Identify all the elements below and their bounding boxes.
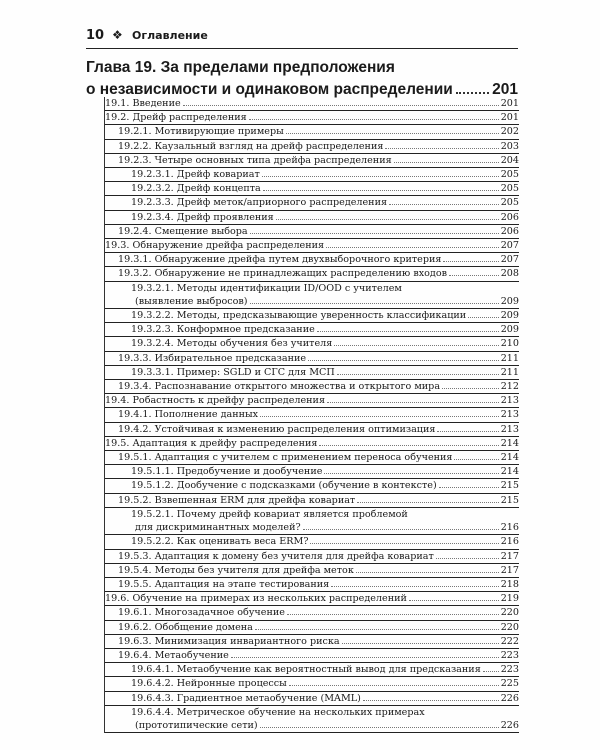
toc-entry [105, 182, 519, 196]
toc-entry-page: 211 [500, 352, 519, 364]
leader-dots [289, 685, 499, 686]
toc-entry [105, 649, 519, 663]
toc-entry-page: 214 [500, 466, 519, 478]
toc-entry-title: 19.4.1. Пополнение данных [118, 409, 259, 421]
toc-entry-page: 222 [500, 635, 519, 647]
leader-dots [326, 247, 499, 248]
toc-entry [105, 437, 519, 451]
toc-entry-title: 19.3.4. Распознавание открытого множества и открытого мира [118, 381, 441, 393]
toc-entry [105, 267, 519, 281]
toc-entry-title: 19.5.3. Адаптация к домену без учителя для дрейфа ковариат [118, 550, 434, 562]
toc-entry [105, 337, 519, 351]
leader-dots [250, 303, 499, 304]
toc-entry [105, 309, 519, 323]
leader-dots [436, 558, 499, 559]
leader-dots [456, 92, 489, 94]
toc-entry-title: 19.4.2. Устойчивая к изменению распределения оптимизация [118, 423, 436, 435]
leader-dots [317, 331, 499, 332]
leader-dots [454, 459, 498, 460]
toc-entry-page: 215 [500, 480, 519, 492]
toc-entry-title: 19.6.4.2. Нейронные процессы [131, 678, 287, 690]
toc-entry-page: 204 [500, 154, 519, 166]
leader-dots [250, 233, 499, 234]
toc-entry-title: 19.2.3. Четыре основных типа дрейфа распределения [118, 154, 392, 166]
toc-entry-page: 218 [500, 578, 519, 590]
toc-entry-title: 19.5.2. Взвешенная ERM для дрейфа ковариат [118, 494, 356, 506]
toc-entry-title: 19.3.3.1. Пример: SGLD и СГС для МСП [131, 366, 335, 378]
chapter-page: 201 [492, 81, 518, 98]
leader-dots [389, 204, 499, 205]
leader-dots [287, 614, 499, 615]
toc-entry-page: 212 [500, 381, 519, 393]
toc-entry-title: 19.4. Робастность к дрейфу распределения [105, 395, 326, 407]
toc-entry [105, 479, 519, 493]
toc-entry-page: 217 [500, 564, 519, 576]
toc-entry-title: 19.6.4.4. Метрическое обучение на нескольких примерах [131, 706, 425, 718]
toc-entry [105, 451, 519, 465]
toc-entry-title: 19.3.2. Обнаружение не принадлежащих распределению входов [118, 268, 448, 280]
toc-entry-title: 19.3.3. Избирательное предсказание [118, 352, 307, 364]
leader-dots [449, 275, 499, 276]
toc-entry [105, 621, 519, 635]
leader-dots [255, 629, 499, 630]
toc-entry-title: 19.2.2. Каузальный взгляд на дрейф распределения [118, 140, 384, 152]
toc-entry-page: 205 [500, 183, 519, 195]
toc-entry-page: 216 [500, 522, 519, 534]
leader-dots [468, 317, 499, 318]
toc-entry-page: 216 [500, 536, 519, 548]
toc-entry [105, 282, 519, 295]
leader-dots [337, 374, 499, 375]
toc-entry-title: 19.2.3.1. Дрейф ковариат [131, 169, 260, 181]
toc-entry [105, 592, 519, 606]
toc-entry-title: (прототипические сети) [135, 719, 258, 731]
table-of-contents [104, 97, 519, 733]
toc-entry-title: 19.2.4. Смещение выбора [118, 225, 248, 237]
toc-entry [105, 578, 519, 592]
toc-entry-page: 226 [500, 719, 519, 731]
toc-entry [105, 719, 519, 733]
toc-entry [105, 253, 519, 267]
toc-entry-page: 217 [500, 550, 519, 562]
toc-entry [105, 323, 519, 337]
toc-entry [105, 635, 519, 649]
toc-entry-page: 214 [500, 452, 519, 464]
toc-entry-page: 207 [500, 254, 519, 266]
toc-entry-title: 19.5.5. Адаптация на этапе тестирования [118, 578, 330, 590]
toc-entry-page: 226 [500, 692, 519, 704]
leader-dots [443, 261, 498, 262]
toc-entry [105, 196, 519, 210]
toc-entry-title: 19.5.1. Адаптация с учителем с применением переноса обучения [118, 452, 453, 464]
toc-entry-page: 223 [500, 649, 519, 661]
toc-entry-title: 19.6.4.1. Метаобучение как вероятностный вывод для предсказания [131, 664, 481, 676]
toc-entry-page: 201 [500, 112, 519, 124]
leader-dots [231, 657, 499, 658]
toc-entry [105, 677, 519, 691]
leader-dots [409, 600, 499, 601]
toc-entry [105, 366, 519, 380]
toc-entry [105, 663, 519, 677]
toc-entry [105, 225, 519, 239]
toc-entry-title: 19.6.2. Обобщение домена [118, 621, 253, 633]
toc-entry [105, 168, 519, 182]
leader-dots [442, 388, 499, 389]
leader-dots [276, 219, 499, 220]
running-header [86, 28, 518, 49]
toc-entry-title: 19.5.4. Методы без учителя для дрейфа меток [118, 564, 354, 576]
toc-entry [105, 521, 519, 535]
toc-entry-page: 209 [500, 324, 519, 336]
toc-entry-title: 19.6. Обучение на примерах из нескольких распределений [105, 593, 407, 605]
toc-entry-page: 223 [500, 664, 519, 676]
toc-entry [105, 295, 519, 309]
toc-entry-page: 205 [500, 169, 519, 181]
toc-entry-page: 206 [500, 211, 519, 223]
leader-dots [262, 176, 499, 177]
toc-entry [105, 380, 519, 394]
toc-entry [105, 239, 519, 253]
toc-entry-page: 209 [500, 310, 519, 322]
toc-entry [105, 352, 519, 366]
toc-entry [105, 564, 519, 578]
toc-entry-page: 220 [500, 621, 519, 633]
toc-entry-title: 19.5.2.1. Почему дрейф ковариат является проблемой [131, 508, 408, 520]
toc-entry-title: 19.1. Введение [105, 98, 181, 109]
toc-entry-title: 19.6.1. Многозадачное обучение [118, 607, 285, 619]
leader-dots [319, 445, 498, 446]
toc-entry-page: 209 [500, 295, 519, 307]
toc-entry-page: 214 [500, 437, 519, 449]
ornament-icon: ❖ [112, 28, 123, 42]
toc-entry-title: 19.2.3.4. Дрейф проявления [131, 211, 274, 223]
toc-entry [105, 706, 519, 719]
toc-entry-title: для дискриминантных моделей? [135, 522, 301, 534]
chapter-heading [86, 57, 518, 101]
toc-entry-title: 19.6.3. Минимизация инвариантного риска [118, 635, 340, 647]
leader-dots [363, 700, 499, 701]
toc-entry-page: 215 [500, 494, 519, 506]
toc-entry [105, 97, 519, 111]
leader-dots [260, 727, 499, 728]
toc-entry-title: 19.5.2.2. Как оценивать веса ERM? [131, 536, 309, 548]
leader-dots [308, 360, 499, 361]
toc-entry [105, 394, 519, 408]
leader-dots [331, 586, 498, 587]
leader-dots [483, 671, 499, 672]
chapter-title-line1: Глава 19. За пределами предположения [86, 59, 395, 76]
toc-entry-page: 207 [500, 240, 519, 252]
toc-entry-title: 19.3.2.4. Методы обучения без учителя [131, 338, 333, 350]
toc-entry-title: (выявление выбросов) [135, 295, 248, 307]
toc-entry-page: 213 [500, 423, 519, 435]
toc-entry-title: 19.3.2.3. Конформное предсказание [131, 324, 315, 336]
leader-dots [334, 345, 498, 346]
leader-dots [324, 473, 498, 474]
leader-dots [263, 190, 499, 191]
toc-entry [105, 535, 519, 549]
leader-dots [303, 529, 499, 530]
page-number: 10 [86, 28, 105, 43]
leader-dots [183, 105, 499, 106]
leader-dots [342, 643, 499, 644]
leader-dots [286, 133, 499, 134]
leader-dots [439, 487, 499, 488]
toc-entry-title: 19.2.3.3. Дрейф меток/априорного распределения [131, 197, 388, 209]
toc-entry [105, 423, 519, 437]
leader-dots [249, 119, 499, 120]
leader-dots [385, 148, 498, 149]
toc-entry-page: 220 [500, 607, 519, 619]
leader-dots [394, 162, 499, 163]
leader-dots [356, 572, 499, 573]
leader-dots [437, 431, 498, 432]
toc-entry [105, 692, 519, 706]
toc-entry-title: 19.3.2.2. Методы, предсказывающие уверенность классификации [131, 310, 467, 322]
toc-entry-title: 19.3.1. Обнаружение дрейфа путем двухвыборочного критерия [118, 254, 442, 266]
toc-entry [105, 408, 519, 422]
toc-entry [105, 550, 519, 564]
toc-entry [105, 211, 519, 225]
toc-entry-page: 211 [500, 366, 519, 378]
toc-entry-page: 202 [500, 126, 519, 138]
toc-entry-page: 213 [500, 409, 519, 421]
toc-entry-page: 201 [500, 98, 519, 109]
toc-entry-title: 19.3. Обнаружение дрейфа распределения [105, 240, 325, 252]
section-title: Оглавление [132, 29, 208, 42]
chapter-title-line2: о независимости и одинаковом распределении [86, 81, 453, 98]
toc-entry-title: 19.2.3.2. Дрейф концепта [131, 183, 261, 195]
toc-entry-title: 19.3.2.1. Методы идентификации ID/OOD с учителем [131, 282, 402, 294]
toc-entry [105, 154, 519, 168]
leader-dots [327, 402, 499, 403]
toc-entry [105, 125, 519, 139]
toc-entry [105, 140, 519, 154]
leader-dots [310, 543, 498, 544]
toc-entry-page: 208 [500, 268, 519, 280]
toc-entry-title: 19.5.1.2. Дообучение с подсказками (обучение в контексте) [131, 480, 437, 492]
toc-entry-page: 206 [500, 225, 519, 237]
toc-entry-page: 203 [500, 140, 519, 152]
toc-entry-page: 210 [500, 338, 519, 350]
toc-entry-page: 219 [500, 593, 519, 605]
toc-entry-page: 205 [500, 197, 519, 209]
toc-entry-title: 19.5. Адаптация к дрейфу распределения [105, 437, 318, 449]
leader-dots [260, 416, 499, 417]
toc-entry-title: 19.6.4. Метаобучение [118, 649, 229, 661]
toc-entry-page: 213 [500, 395, 519, 407]
toc-entry-title: 19.2. Дрейф распределения [105, 112, 247, 124]
toc-entry [105, 606, 519, 620]
toc-entry [105, 111, 519, 125]
leader-dots [357, 502, 498, 503]
toc-entry-title: 19.5.1.1. Предобучение и дообучение [131, 466, 323, 478]
toc-entry-page: 225 [500, 678, 519, 690]
toc-entry-title: 19.6.4.3. Градиентное метаобучение (MAML) [131, 692, 361, 704]
toc-entry-title: 19.2.1. Мотивирующие примеры [118, 126, 284, 138]
toc-entry [105, 508, 519, 521]
toc-entry [105, 465, 519, 479]
toc-entry [105, 494, 519, 508]
